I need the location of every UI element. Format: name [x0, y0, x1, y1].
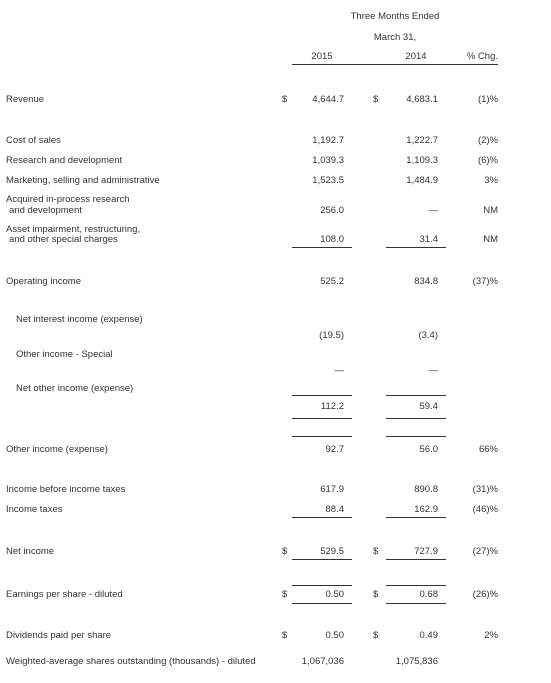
rule-2015 [292, 603, 352, 604]
value-chg: 3% [484, 175, 498, 186]
value-chg: (6)% [477, 155, 498, 166]
value-chg: 2% [484, 630, 498, 641]
value-2015: 112.2 [320, 401, 344, 412]
subtotal-rule-2015 [292, 517, 352, 518]
value-2015: 529.5 [320, 546, 344, 557]
value-2014: — [428, 365, 438, 376]
currency-sign: $ [373, 546, 379, 557]
double-rule-top-2014 [386, 418, 446, 419]
value-2014: 31.4 [419, 234, 438, 245]
row-label: Other income - Special [16, 349, 113, 360]
value-2015: 256.0 [320, 205, 344, 216]
row-label: Operating income [6, 276, 81, 287]
value-2014: 0.49 [419, 630, 438, 641]
value-2014: 727.9 [414, 546, 438, 557]
value-2015: 617.9 [320, 484, 344, 495]
value-2015: 88.4 [325, 504, 344, 515]
row-label: Revenue [6, 94, 45, 105]
value-2015: 0.50 [325, 630, 344, 641]
rule-2015 [292, 585, 352, 586]
value-chg: (1)% [477, 94, 498, 105]
value-2014: 4,683.1 [406, 94, 438, 105]
row-label: Other income (expense) [6, 444, 108, 455]
column-header-2015: 2015 [311, 51, 333, 62]
value-2014: 162.9 [414, 504, 438, 515]
value-2015: 525.2 [320, 276, 344, 287]
total-rule-2014 [386, 559, 446, 560]
value-2015: 0.50 [325, 589, 344, 600]
subtotal-rule-2015 [292, 247, 352, 248]
value-2014: 56.0 [419, 444, 438, 455]
value-chg: NM [483, 205, 498, 216]
subtotal-rule-2014 [386, 517, 446, 518]
row-label: Cost of sales [6, 135, 61, 146]
currency-sign: $ [282, 630, 288, 641]
value-2015: — [334, 365, 344, 376]
value-chg: 66% [478, 444, 498, 455]
row-label: Income taxes [6, 504, 63, 515]
value-2014: 1,109.3 [406, 155, 438, 166]
row-label: Marketing, selling and administrative [6, 175, 160, 186]
period-heading: Three Months Ended [350, 11, 440, 22]
value-2014: 59.4 [419, 401, 438, 412]
row-label: Net interest income (expense) [16, 314, 143, 325]
row-label-continued: and development [9, 205, 82, 216]
value-2015: 1,192.7 [312, 135, 344, 146]
rule-2014 [386, 603, 446, 604]
currency-sign: $ [282, 94, 288, 105]
row-label-continued: and other special charges [9, 234, 118, 245]
row-label: Net income [6, 546, 55, 557]
currency-sign: $ [373, 589, 379, 600]
value-2014: 890.8 [414, 484, 438, 495]
row-label: Earnings per share - diluted [6, 589, 123, 600]
value-chg: (2)% [477, 135, 498, 146]
value-chg: (27)% [472, 546, 498, 557]
double-rule-bottom-2015 [292, 436, 352, 437]
currency-sign: $ [282, 546, 288, 557]
rule-2014 [386, 395, 446, 396]
value-2014: 0.68 [419, 589, 438, 600]
value-2014: 1,484.9 [406, 175, 438, 186]
value-chg: (26)% [472, 589, 498, 600]
value-2014: 834.8 [414, 276, 438, 287]
double-rule-top-2015 [292, 418, 352, 419]
value-chg: NM [483, 234, 498, 245]
column-header-chg: % Chg. [466, 51, 498, 62]
row-label: Acquired in-process research [6, 194, 130, 205]
row-label: Dividends paid per share [6, 630, 112, 641]
value-2014: 1,075,836 [395, 656, 438, 667]
value-2015: 1,039.3 [312, 155, 344, 166]
row-label: Weighted-average shares outstanding (thousands) - diluted [6, 656, 256, 667]
currency-sign: $ [373, 94, 379, 105]
rule-2015 [292, 395, 352, 396]
value-2015: 4,644.7 [312, 94, 344, 105]
row-label: Income before income taxes [6, 484, 126, 495]
value-chg: (31)% [472, 484, 498, 495]
value-2014: 1,222.7 [406, 135, 438, 146]
column-header-2014: 2014 [405, 51, 427, 62]
value-chg: (46)% [472, 504, 498, 515]
value-2014: — [428, 205, 438, 216]
total-rule-2015 [292, 559, 352, 560]
value-2015: (19.5) [319, 330, 344, 341]
row-label: Research and development [6, 155, 123, 166]
currency-sign: $ [282, 589, 288, 600]
rule-2014 [386, 585, 446, 586]
subtotal-rule-2014 [386, 247, 446, 248]
currency-sign: $ [373, 630, 379, 641]
value-chg: (37)% [472, 276, 498, 287]
header-underline [292, 64, 498, 65]
row-label: Asset impairment, restructuring, [6, 224, 141, 235]
value-2015: 1,067,036 [301, 656, 344, 667]
value-2014: (3.4) [418, 330, 438, 341]
double-rule-bottom-2014 [386, 436, 446, 437]
date-heading: March 31, [373, 32, 417, 43]
value-2015: 1,523.5 [312, 175, 344, 186]
row-label: Net other income (expense) [16, 383, 134, 394]
value-2015: 108.0 [320, 234, 344, 245]
value-2015: 92.7 [325, 444, 344, 455]
